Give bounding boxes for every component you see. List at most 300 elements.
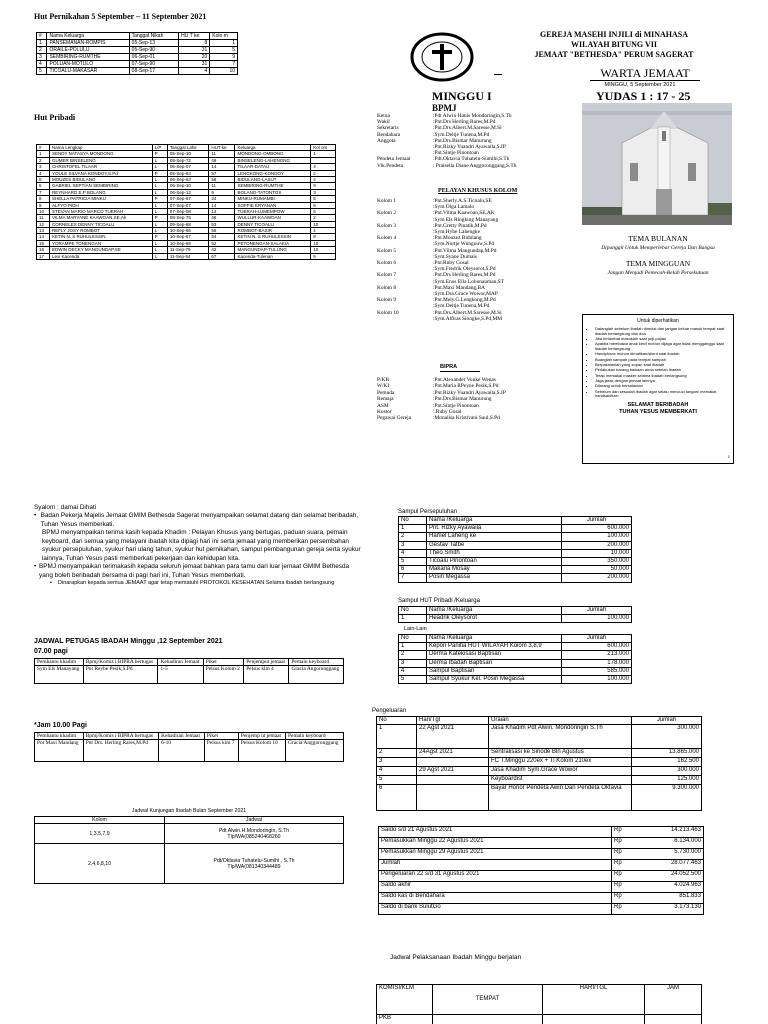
- persepuluhan-cell: Gestav Tatbe: [427, 541, 562, 549]
- saldo-row: [379, 882, 704, 893]
- jadwal-1-header-cell: Pembantu khadim: [35, 659, 84, 666]
- saldo-amount: 4.024.963: [640, 882, 704, 893]
- hut-pribadi-header-cell: Nama Lengkap: [49, 145, 152, 151]
- hut-pribadi-cell: 52: [209, 240, 235, 246]
- pengeluaran-cell: 29 Agst 2021: [417, 767, 489, 776]
- saldo-label: Pemasukkan Minggu 22 Agustus 2021: [379, 838, 612, 849]
- jadwal-2-cell: Pnt Maxi Mandang: [35, 740, 84, 762]
- berjalan-header-cell: TEMPAT: [433, 985, 543, 1015]
- lain-header-row: [399, 635, 632, 643]
- bipra-role: Pegawai Gereja: [377, 415, 411, 422]
- persepuluhan-cell: 1: [399, 525, 427, 533]
- hut-pribadi-cell: BOLANG-TATONTOS: [235, 189, 311, 195]
- hut-pribadi-cell: L: [152, 208, 167, 214]
- hut-pernikahan-header-row: [37, 33, 238, 40]
- hut-pernikahan-title: Hut Pernikahan 5 September – 11 September 2021: [34, 12, 207, 21]
- lain-cell: 178.000: [562, 659, 632, 667]
- bipra-name: :Pnt.Rizky Yuandri Ayawaila,S.IP: [433, 389, 506, 396]
- jadwal-1-header-row: [35, 659, 344, 666]
- hut-pribadi-header-cell: Kol om: [311, 145, 336, 151]
- persepuluhan-cell: 50.000: [562, 566, 632, 574]
- jadwal-2-cell: Pelsus klm 7: [204, 740, 238, 762]
- hut-pribadi-cell: 05-Sep-07: [167, 164, 209, 170]
- lain-cell: Sampul Baptisan: [427, 667, 562, 675]
- jadwal-2-cell: Pelsus Kolom 10: [238, 740, 285, 762]
- hut-pernikahan-cell: PANSEMANAN-ROMPIS: [47, 40, 129, 47]
- saldo-label: Saldo s/d 21 Agustus 2021: [379, 827, 612, 838]
- bpmj-name: :Pdt Alwin Hanis Mondoringin,S.Th: [433, 113, 512, 119]
- bpmj-row: [376, 156, 517, 162]
- hut-pribadi-cell: 11-Sep-79: [167, 247, 209, 253]
- pengeluaran-table: [376, 716, 702, 811]
- berjalan-header-cell: KOMISI/KLM: [377, 985, 433, 1015]
- berjalan-cell: [543, 1015, 645, 1024]
- hut-sampul-header-cell: Jumlah: [562, 607, 632, 615]
- berjalan-title: Jadwal Pelaksanaan Ibadah Minggu berjalan: [390, 954, 522, 961]
- hut-sampul-table: [398, 606, 632, 623]
- lain-cell: 5: [399, 675, 427, 683]
- hut-pribadi-cell: L: [152, 183, 167, 189]
- kunjungan-cell: Pdt Alwin.H.Mondoringin, S.Th Tlp/WA(085240468260: [165, 824, 344, 844]
- pengeluaran-row: [377, 776, 702, 785]
- hut-pribadi-cell: P: [152, 170, 167, 176]
- bulletin-date: MINGGU, 5 September 2021: [604, 82, 676, 88]
- lain-title: Lain-Lain: [404, 626, 427, 632]
- lain-header-cell: Nama /Keluarga: [427, 635, 562, 643]
- pengeluaran-cell: 2: [377, 749, 417, 758]
- bpmj-role: Pendeta Jemaat: [377, 156, 411, 163]
- hut-sampul-cell: 100.000: [562, 615, 632, 623]
- persepuluhan-header-row: [399, 517, 632, 525]
- lain-cell: 3: [399, 659, 427, 667]
- jadwal-2-header-cell: Kehadiran Jemaat: [159, 733, 205, 740]
- pengeluaran-row: [377, 785, 702, 811]
- pengeluaran-cell: 5: [377, 776, 417, 785]
- hut-pribadi-row: [37, 253, 336, 259]
- hut-pribadi-cell: 11: [209, 183, 235, 189]
- pks-role: Kolom 7: [377, 272, 397, 279]
- notice-item: • Perlakukan barang bawaan anda setelah ibadah: [595, 368, 729, 373]
- hut-pribadi-cell: 8: [37, 196, 50, 202]
- hut-pribadi-cell: 06-Sep-10: [167, 183, 209, 189]
- hut-pribadi-cell: 05-Sep-64: [167, 170, 209, 176]
- hut-pribadi-cell: KETIN N. S RUHULESSIN: [235, 234, 311, 240]
- bpmj-list: [376, 113, 517, 169]
- hut-pribadi-cell: 14: [209, 202, 235, 208]
- saldo-amount: 28.077.463: [640, 860, 704, 871]
- lain-row: [399, 667, 632, 675]
- syalom-p1b: BPMJ menyampaikan terima kasih kepada Khadim : Pelayan Khusus yang bertugas, paduan suara, pemain keyboard, dan semua yang melayani ibadah kita dipagi hari ini serta jemaat yang memberikan persembahan syukur persepuluhan, syukur hari ulang tahun, syukur hut pernikahan, sampul pembangunan gereja serta syukur lainnya, Tuhan Yesus pasti memberkati pekerjaan dan kehidupan kita.: [42, 529, 361, 562]
- persepuluhan-cell: 100.000: [562, 533, 632, 541]
- bpmj-title: BPMJ: [432, 103, 457, 113]
- hut-pribadi-cell: YOULE SILVANA KONDOY,S.Pd: [49, 170, 152, 176]
- saldo-row: [379, 904, 704, 915]
- hut-pernikahan-header-cell: Nama Keluarga: [47, 33, 129, 40]
- hut-pribadi-cell: 24: [209, 196, 235, 202]
- hut-pribadi-cell: L: [152, 228, 167, 234]
- pks-role: Kolom 2: [377, 210, 397, 217]
- pks-name: :Sym.Enos Ella Lohonauman,ST: [433, 278, 504, 285]
- berjalan-header-cell: HARI/TGL: [543, 985, 645, 1015]
- hut-pernikahan-header-cell: #: [37, 33, 47, 40]
- hut-pernikahan-cell: 06-Sep-01: [129, 54, 178, 61]
- pengeluaran-cell: Jasa Khadim Sym.Grace Wowor: [489, 767, 632, 776]
- hut-pribadi-cell: GUMER BINSELENG: [49, 157, 152, 163]
- pengeluaran-row: [377, 725, 702, 749]
- pks-name: :Sym Els Ringking Manayang: [433, 216, 499, 223]
- pengeluaran-cell: FC T.Minggu 220ex + Tl Kolom 210ex: [489, 758, 632, 767]
- persepuluhan-cell: Hamel Laheng ke: [427, 533, 562, 541]
- saldo-amount: 14.213.463: [640, 827, 704, 838]
- lain-row: [399, 643, 632, 651]
- jadwal-session-2: *Jam 10.00 Pagi: [34, 722, 87, 729]
- hut-pernikahan-cell: 2: [37, 47, 47, 54]
- hut-pribadi-cell: ROMBOT-BASIR: [235, 228, 311, 234]
- hut-pribadi-cell: GABRIEL SEPTIAN SEMBIRING: [49, 183, 152, 189]
- hut-pribadi-cell: VILMA MARYANE KAAWOAN,SE,Ak: [49, 215, 152, 221]
- lain-row: [399, 675, 632, 683]
- hut-pernikahan-row: [37, 68, 238, 75]
- saldo-row: [379, 893, 704, 904]
- hut-pribadi-cell: L: [152, 240, 167, 246]
- bipra-name: :Monalisa Kristivani Saul,S.Pd: [433, 415, 500, 422]
- hut-pernikahan-cell: 9: [210, 54, 238, 61]
- saldo-amount: 24.052.500: [640, 871, 704, 882]
- jadwal-2-header-cell: Penjemp ut jemaat: [238, 733, 285, 740]
- hut-pernikahan-cell: TICOALU-MAKASAR: [47, 68, 129, 75]
- warta-jemaat-title: WARTA JEMAAT: [590, 66, 700, 81]
- notice-item: • Jaga jarak dengan jemaat lainnya: [595, 379, 729, 384]
- jadwal-table-1: [34, 658, 344, 684]
- hut-pribadi-cell: 14: [209, 164, 235, 170]
- bipra-role: Kostor: [377, 408, 392, 415]
- hut-pribadi-cell: 58: [209, 176, 235, 182]
- jadwal-2-cell: Gracia Anggoronggang: [286, 740, 344, 762]
- bpmj-name: :Pnt.Drs.Albert.M.Saresse,M.Si: [433, 125, 502, 132]
- lain-cell: 600.000: [562, 643, 632, 651]
- hut-pribadi-cell: 1: [311, 151, 336, 157]
- pengeluaran-title: Pengeluaran: [372, 708, 407, 714]
- saldo-currency: Rp: [612, 871, 640, 882]
- pks-name: :Pnt.Vilma Kaawoan,SE,AK: [433, 210, 495, 217]
- hut-pribadi-cell: 06-Sep-63: [167, 176, 209, 182]
- pks-row: [376, 248, 505, 254]
- notice-item: • Jika terlambat masuklah saat puji-pujian: [595, 337, 729, 342]
- pengeluaran-cell: 300.000: [632, 725, 702, 749]
- jadwal-1-cell: Pelsus Kolom 2: [203, 666, 243, 684]
- bpmj-role: Ketua: [377, 113, 390, 119]
- persepuluhan-row: [399, 566, 632, 574]
- pks-role: [376, 316, 432, 322]
- notice-item: • Handphone mohon dimatikan/silent saat ibadah: [595, 352, 729, 357]
- pengeluaran-cell: 13.865.000: [632, 749, 702, 758]
- lain-cell: Kepon Panitia HUT WILAYAH Kolom 3,8,9: [427, 643, 562, 651]
- lain-cell: 100.000: [562, 675, 632, 683]
- hut-pribadi-cell: STEVAN MARIO MARCO TUERAH: [49, 208, 152, 214]
- pengeluaran-cell: 162.500: [632, 758, 702, 767]
- hut-pribadi-cell: 11-Sep-54: [167, 253, 209, 259]
- pks-title: PELAYAN KHUSUS KOLOM: [438, 188, 518, 194]
- pks-name: :Sym.Hybe Lahengke: [433, 229, 481, 236]
- tema-bulanan-text: Dipanggil Untuk Memperlebar Gereja Dan Bangsa: [601, 245, 715, 251]
- hut-pribadi-cell: 9: [311, 253, 336, 259]
- hut-pribadi-cell: 54: [209, 234, 235, 240]
- hut-pribadi-cell: P: [152, 196, 167, 202]
- hut-pribadi-cell: REFLY JOSY ROMBOT: [49, 228, 152, 234]
- persepuluhan-table: [398, 516, 632, 583]
- persepuluhan-row: [399, 574, 632, 582]
- pengeluaran-cell: 125.000: [632, 776, 702, 785]
- persepuluhan-header-cell: Nama /Keluarga: [427, 517, 562, 525]
- pengeluaran-header-row: [377, 717, 702, 725]
- pengeluaran-cell: 1: [377, 725, 417, 749]
- lain-cell: 585.000: [562, 667, 632, 675]
- church-name: GEREJA MASEHI INJILI di MINAHASA: [539, 30, 689, 39]
- jadwal-2-cell: 6-10: [159, 740, 205, 762]
- saldo-label: Jumlah: [379, 860, 612, 871]
- hut-pribadi-cell: 49: [209, 157, 235, 163]
- pengeluaran-header-cell: Uraian: [489, 717, 632, 725]
- pks-name: :Sym.Olga Lamalo: [433, 204, 475, 211]
- hut-pernikahan-cell: SEMBIRING-RUMTHE: [47, 54, 129, 61]
- jadwal-1-cell: Pelsus klm 4: [244, 666, 289, 684]
- saldo-label: Saldo akhir: [379, 882, 612, 893]
- bpmj-name: :Pnt.Rizky Yuandri Ayawaila,S.IP: [433, 144, 506, 151]
- berjalan-cell: PKB: [377, 1015, 433, 1024]
- hut-pribadi-cell: 17: [37, 253, 50, 259]
- hut-pribadi-cell: L: [152, 164, 167, 170]
- hut-pribadi-cell: 11: [37, 215, 50, 221]
- bipra-title: BIPRA: [440, 364, 480, 372]
- bipra-list: [376, 377, 507, 422]
- persepuluhan-cell: Theo Smith: [427, 549, 562, 557]
- hut-pribadi-cell: 10: [311, 247, 336, 253]
- hut-pribadi-cell: SENDY NATASYA MONDONG: [49, 151, 152, 157]
- persepuluhan-cell: 5: [399, 557, 427, 565]
- pks-name: :Sym.Dra.Grace Wowor,MAP: [433, 291, 498, 298]
- persepuluhan-row: [399, 525, 632, 533]
- jadwal-1-cell: Sym Els Manayang: [35, 666, 84, 684]
- persepuluhan-cell: 4: [399, 549, 427, 557]
- hut-pribadi-cell: 05-Sep-10: [167, 151, 209, 157]
- pks-name: :Pnt.Sherly.A.S.Ticoalu,SE: [433, 198, 492, 204]
- bipra-row: [376, 415, 507, 421]
- persepuluhan-cell: 2: [399, 533, 427, 541]
- persepuluhan-cell: 3: [399, 541, 427, 549]
- hut-pribadi-cell: 10: [37, 208, 50, 214]
- pks-role: Kolom 10: [377, 309, 399, 316]
- hut-pribadi-cell: BIDULANG-LASUT: [235, 176, 311, 182]
- hut-pernikahan-row: [37, 54, 238, 61]
- jadwal-1-cell: Pnt Reybe Pesik,S.Pd: [83, 666, 158, 684]
- hut-pribadi-cell: P: [152, 215, 167, 221]
- hut-pribadi-title: Hut Pribadi: [34, 113, 76, 122]
- bpmj-role: Anggota: [377, 137, 396, 144]
- pks-name: :Pnt.Drs.Albert.M.Saresse,M.Si: [433, 309, 502, 316]
- hut-pribadi-cell: 57: [209, 170, 235, 176]
- hut-pribadi-cell: MOUZES BIDULANG: [49, 176, 152, 182]
- saldo-amount: 851.833: [640, 893, 704, 904]
- hut-pribadi-cell: L: [152, 253, 167, 259]
- pks-row: [376, 316, 505, 322]
- pengeluaran-cell: Bayar Honor Pendeta Awin Dan Pendeta Oktavia: [489, 785, 632, 811]
- hut-pribadi-cell: 13: [209, 208, 235, 214]
- kunjungan-row: [35, 824, 344, 844]
- kunjungan-header-cell: Kolom: [35, 817, 165, 824]
- jadwal-1-row: [35, 666, 344, 684]
- bpmj-name: :Pnt.Drs.Bismar Manurung: [433, 137, 492, 144]
- persepuluhan-cell: Makaria Mosay: [427, 566, 562, 574]
- pks-name: :Pnt.Drs Herling Rares,M.Pd: [433, 272, 496, 279]
- pks-name: :Sym.Alfiras Siongke,S.Pd,MM: [433, 315, 503, 322]
- church-jemaat: JEMAAT "BETHESDA" PERUM SAGERAT: [534, 50, 694, 59]
- jadwal-2-header-cell: Bpmj/Komis i BIPRA bertugas: [83, 733, 158, 740]
- saldo-label: Pengeluaran 22 s/d 31 Agustus 2021: [379, 871, 612, 882]
- jadwal-1-header-cell: Pemain keyboard: [289, 659, 344, 666]
- berjalan-cell: [433, 1015, 543, 1024]
- hut-pribadi-cell: 53: [209, 221, 235, 227]
- persepuluhan-header-cell: Jumlah: [562, 517, 632, 525]
- syalom-p2: BPMJ menyampaikan terimakasih kepada seluruh jemaat bahkan para tamu dari luar jemaat GMIM Bethesda yang boleh beribadah bersama di pagi hari ini, Tuhan Yesus memberkati.: [39, 563, 350, 579]
- berjalan-header-cell: JAM: [645, 985, 702, 1015]
- jadwal-2-cell: Pnt Drs. Herling Rares,M.Pd: [83, 740, 158, 762]
- hut-pribadi-cell: L: [152, 202, 167, 208]
- hut-pernikahan-cell: 5: [210, 47, 238, 54]
- hut-pribadi-cell: 15: [37, 240, 50, 246]
- jadwal-2-header-row: [35, 733, 344, 740]
- hut-pribadi-cell: 2: [311, 170, 336, 176]
- church-logo: [410, 32, 474, 82]
- tema-bulanan-label: TEMA BULANAN: [628, 234, 688, 243]
- sunday-label: MINGGU I: [432, 89, 492, 103]
- hut-pribadi-cell: DENNY TICOALU: [235, 221, 311, 227]
- lain-cell: 2: [399, 651, 427, 659]
- hut-pribadi-cell: 10-Sep-67: [167, 234, 209, 240]
- pks-row: [376, 210, 505, 216]
- hut-sampul-header-cell: Nama /Keluarga: [427, 607, 562, 615]
- hut-pernikahan-cell: 05-Sep-90: [129, 47, 178, 54]
- bipra-role: Pemuda: [377, 389, 395, 396]
- tema-mingguan-label: TEMA MINGGUAN: [625, 258, 691, 268]
- persepuluhan-row: [399, 541, 632, 549]
- pks-name: :Sym.Fredrik Oleysorot,S.Pd: [433, 266, 496, 273]
- hut-pribadi-cell: 9: [311, 183, 336, 189]
- pengeluaran-cell: 300.000: [632, 767, 702, 776]
- persepuluhan-title: Sampul Persepuluhan: [398, 509, 458, 515]
- hut-pernikahan-cell: 4: [37, 61, 47, 68]
- lain-header-cell: Jumlah: [562, 635, 632, 643]
- hut-pribadi-cell: WULLUR-KAAWOAN: [235, 215, 311, 221]
- hut-pribadi-cell: 6: [37, 183, 50, 189]
- hut-pribadi-cell: 09-Sep-68: [167, 221, 209, 227]
- pengeluaran-cell: 3: [377, 758, 417, 767]
- hut-pribadi-cell: 12: [37, 221, 50, 227]
- saldo-currency: Rp: [612, 849, 640, 860]
- hut-pribadi-cell: 8: [311, 234, 336, 240]
- hut-pernikahan-cell: 4: [179, 68, 210, 75]
- lain-cell: Derma Ibadah Baptisan: [427, 659, 562, 667]
- hut-pribadi-cell: P: [152, 151, 167, 157]
- pks-name: :Sym.Syane Dumais: [433, 253, 478, 260]
- notice-item: • Datanglah sebelum ibadah dimulai dan jangan keluar masuk tempat saat ibadah berlangsung dan doa: [595, 327, 729, 337]
- hut-pribadi-cell: 10: [311, 240, 336, 246]
- hut-pribadi-cell: ALFYO PIDH: [49, 202, 152, 208]
- bpmj-role: Sekretaris: [377, 125, 399, 132]
- bipra-name: :Pnt.Maria RPeyne Pesik,S.Pd: [433, 383, 499, 390]
- bpmj-row: [376, 163, 517, 169]
- pengeluaran-row: [377, 749, 702, 758]
- bpmj-role: Vik.Pendeta: [377, 162, 404, 169]
- pengeluaran-cell: [417, 776, 489, 785]
- kunjungan-header-cell: Jadwal: [165, 817, 344, 824]
- lain-cell: Derma Katekisasi Baptisan: [427, 651, 562, 659]
- pengeluaran-cell: 4: [377, 767, 417, 776]
- hut-pribadi-header-cell: Keluarga: [235, 145, 311, 151]
- bipra-role: ASM: [377, 402, 389, 409]
- persepuluhan-cell: 200.000: [562, 574, 632, 582]
- pengeluaran-cell: [417, 785, 489, 811]
- notice-item: • Dilarang untuk bersalaman: [595, 384, 729, 389]
- hut-pribadi-cell: TILAAR-DATAU: [235, 164, 311, 170]
- pks-name: :Sym.Deitje Tunena,M.Pd: [433, 303, 490, 310]
- kunjungan-cell: 1,3,5,7,9: [35, 824, 165, 844]
- hut-pribadi-cell: MANGUNDAP-TULUNG: [235, 247, 311, 253]
- hut-pribadi-cell: CHRISTOFEL TILAAR: [49, 164, 152, 170]
- persepuluhan-header-cell: No: [399, 517, 427, 525]
- kunjungan-row: [35, 844, 344, 884]
- pengeluaran-cell: 22 Agst 2021: [417, 725, 489, 749]
- hut-pernikahan-cell: 7: [210, 61, 238, 68]
- hut-pribadi-cell: 67: [209, 253, 235, 259]
- notice-footer-1: SELAMAT BERIBADAH: [627, 402, 689, 409]
- pengeluaran-header-cell: Jumlah: [632, 717, 702, 725]
- berjalan-cell: [645, 1015, 702, 1024]
- notice-title: Untuk diperhatikan: [637, 318, 679, 324]
- pks-role: Kolom 9: [377, 297, 397, 304]
- lain-cell: 1: [399, 643, 427, 651]
- jadwal-1-cell: 1-5: [158, 666, 203, 684]
- hut-pribadi-cell: EDWIN DECKY MANGUNDAP,SE: [49, 247, 152, 253]
- hut-pribadi-cell: KETIN N. S RUHULESSIN: [49, 234, 152, 240]
- persepuluhan-cell: 600.000: [562, 525, 632, 533]
- pks-role: Kolom 3: [377, 222, 397, 229]
- hut-pribadi-cell: 4: [311, 164, 336, 170]
- pks-list: [376, 198, 505, 322]
- hut-pernikahan-cell: ORAILE-POLULU: [47, 47, 129, 54]
- saldo-row: [379, 860, 704, 871]
- hut-sampul-title: Sampul HUT Pribadi /Keluarga: [398, 598, 480, 604]
- hut-pribadi-cell: P: [152, 234, 167, 240]
- bipra-name: :Pnt.Alexander Vouke Wenas: [433, 377, 496, 383]
- saldo-currency: Rp: [612, 860, 640, 871]
- lain-cell: 4: [399, 667, 427, 675]
- hut-pernikahan-cell: 07-Sep-90: [129, 61, 178, 68]
- hut-pernikahan-cell: 05-Sep-13: [129, 40, 178, 47]
- persepuluhan-cell: 200.000: [562, 541, 632, 549]
- kunjungan-block: [34, 808, 344, 814]
- pengeluaran-cell: 24Agst 2021: [417, 749, 489, 758]
- hut-pribadi-cell: 13: [37, 228, 50, 234]
- jadwal-2-header-cell: Piket: [204, 733, 238, 740]
- syalom-item-1: • Badan Pekerja Majelis Jemaat GMIM Bethesda Sagerat menyampaikan selamat datang dan selamat beribadah, Tuhan Yesus memberkati.: [34, 512, 364, 529]
- jadwal-2-row: [35, 740, 344, 762]
- hut-sampul-cell: 1: [399, 615, 427, 623]
- kunjungan-cell: Pdt/Oktavia Tuhatelu-Sumihi , S.Th Tlp/WA(081340344489: [165, 844, 344, 884]
- jadwal-session-1: 07.00 pagi: [34, 648, 68, 655]
- bpmj-name: :Sym.Deitje Tunena,M.Pd: [433, 131, 490, 138]
- bipra-role: W/KI: [377, 383, 390, 390]
- jadwal-1-header-cell: Piket: [203, 659, 243, 666]
